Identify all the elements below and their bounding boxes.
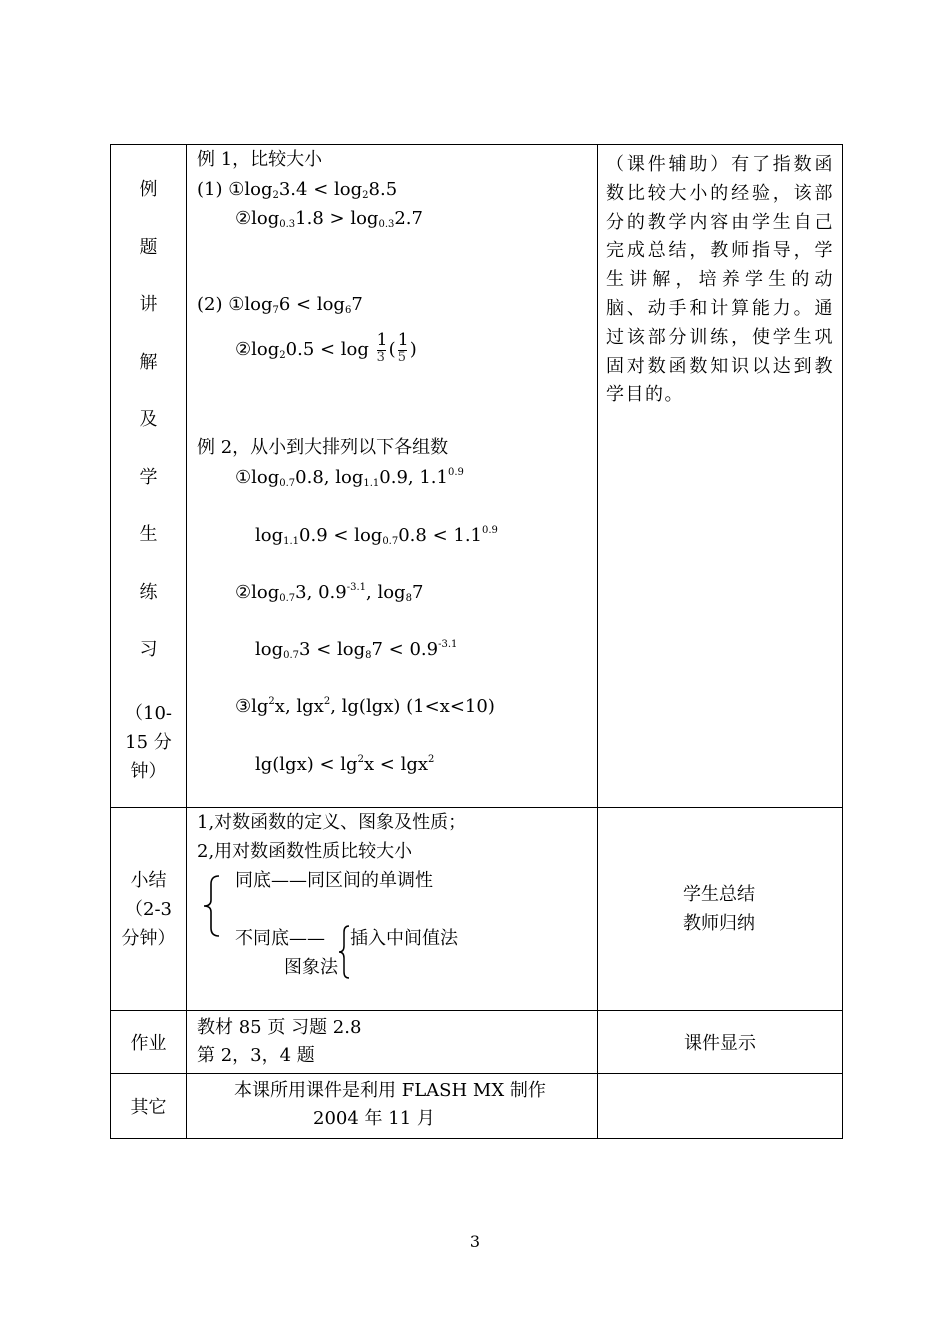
left-brace-icon bbox=[201, 874, 221, 938]
homework-line2: 第 2，3，4 题 bbox=[197, 1045, 315, 1066]
label-char: 解 bbox=[139, 351, 158, 373]
example2-answer3: $\lg(\lg x) < \lg^2x < \lg x^2$ bbox=[255, 754, 435, 775]
examples-label bbox=[111, 145, 186, 697]
page-number: 3 bbox=[469, 1232, 481, 1251]
example1-item2: $②\log_{0.3}1.8 > \log_{0.3}2.7$ bbox=[235, 208, 423, 230]
row-summary bbox=[111, 808, 843, 1011]
label-char: 生 bbox=[139, 524, 158, 545]
example2-set2: $②\log_{0.7}3$, $0.9^{-3.1}$, $\log_87$ bbox=[235, 582, 424, 604]
homework-note: 课件显示 bbox=[598, 1011, 843, 1074]
examples-teaching-note: （课件辅助）有了指数函数比较大小的经验，该部分的教学内容由学生自己完成总结，教师指导，学生讲解，培养学生的动脑、动手和计算能力。通过该部分训练，使学生巩固对数函数知识以达到教学目的。 bbox=[606, 154, 834, 406]
other-line2: 2004 年 11 月 bbox=[313, 1108, 435, 1129]
summary-content-cell bbox=[187, 808, 598, 1011]
summary-label-line: （2-3 bbox=[125, 898, 172, 920]
label-char: 例 bbox=[139, 179, 158, 200]
duration-line: （10- bbox=[125, 702, 172, 724]
label-char: 题 bbox=[139, 236, 158, 258]
homework-line1: 教材 85 页 习题 2.8 bbox=[197, 1017, 362, 1038]
examples-label-cell bbox=[111, 145, 187, 808]
summary-line2: 2,用对数函数性质比较大小 bbox=[197, 841, 413, 862]
summary-line1: 1,对数函数的定义、图象及性质； bbox=[197, 812, 467, 833]
label-char: 讲 bbox=[139, 294, 158, 315]
row-examples bbox=[111, 145, 843, 808]
row-homework bbox=[111, 1011, 843, 1074]
example2-answer1: $\log_{1.1}0.9 < \log_{0.7}0.8 < 1.1^{0.9}$ bbox=[255, 525, 498, 547]
summary-label-line: 小结 bbox=[130, 869, 167, 891]
summary-method-graph: 图象法 bbox=[284, 957, 338, 978]
summary-note-line: 教师归纳 bbox=[683, 913, 755, 934]
example2-answer2: $\log_{0.7}3 < \log_87 < 0.9^{-3.1}$ bbox=[255, 639, 458, 661]
fraction-argument: $\frac{1}{5}$ bbox=[397, 330, 409, 365]
summary-same-base: 同底——同区间的单调性 bbox=[235, 870, 433, 891]
lesson-plan-table bbox=[110, 144, 843, 1139]
example1-item1: (1) $①\log_23.4 < \log_28.5$ bbox=[197, 179, 398, 201]
example2-set3: $③\lg^2x$, lgx$^2$, lg(lgx) (1<x<10) bbox=[235, 696, 495, 717]
example1-title: 例 1，比较大小 bbox=[197, 149, 323, 170]
other-line1: 本课所用课件是利用 FLASH MX 制作 bbox=[234, 1080, 546, 1101]
homework-content bbox=[187, 1011, 597, 1073]
label-char: 学 bbox=[139, 466, 158, 488]
label-char: 及 bbox=[139, 409, 158, 430]
examples-duration bbox=[111, 699, 186, 786]
inner-brace-icon bbox=[337, 924, 351, 980]
examples-content-cell bbox=[187, 145, 598, 808]
summary-note bbox=[598, 880, 842, 938]
summary-content bbox=[187, 808, 597, 1010]
summary-note-cell bbox=[598, 808, 843, 1011]
summary-method-intermediate: 插入中间值法 bbox=[350, 928, 458, 949]
label-char: 习 bbox=[139, 639, 158, 660]
summary-label bbox=[111, 866, 186, 953]
other-content bbox=[187, 1074, 597, 1138]
other-label: 其它 bbox=[111, 1074, 187, 1139]
examples-content bbox=[187, 145, 597, 807]
homework-label: 作业 bbox=[111, 1011, 187, 1074]
duration-line: 15 分 bbox=[125, 731, 172, 753]
summary-label-cell bbox=[111, 808, 187, 1011]
homework-content-cell bbox=[187, 1011, 598, 1074]
example2-set1: $①\log_{0.7}0.8$, $\log_{1.1}0.9$, $1.1^{0.9}$ bbox=[235, 467, 464, 489]
examples-note-cell bbox=[598, 145, 843, 808]
other-note bbox=[598, 1074, 843, 1139]
example1-item4: $②\log_20.5 < \log$ $\frac{1}{3}$ ( $\frac{1}{5}$ ) bbox=[235, 330, 417, 365]
example1-item3: (2) $①\log_76 < \log_67$ bbox=[197, 294, 363, 316]
label-char: 练 bbox=[139, 581, 158, 603]
summary-label-line: 分钟） bbox=[121, 927, 176, 949]
row-other bbox=[111, 1074, 843, 1139]
summary-note-line: 学生总结 bbox=[683, 884, 755, 905]
fraction-base: $\frac{1}{3}$ bbox=[376, 330, 388, 365]
example2-title: 例 2，从小到大排列以下各组数 bbox=[197, 437, 449, 458]
duration-line: 钟） bbox=[130, 760, 167, 782]
other-content-cell bbox=[187, 1074, 598, 1139]
summary-different-base: 不同底—— bbox=[235, 928, 325, 949]
